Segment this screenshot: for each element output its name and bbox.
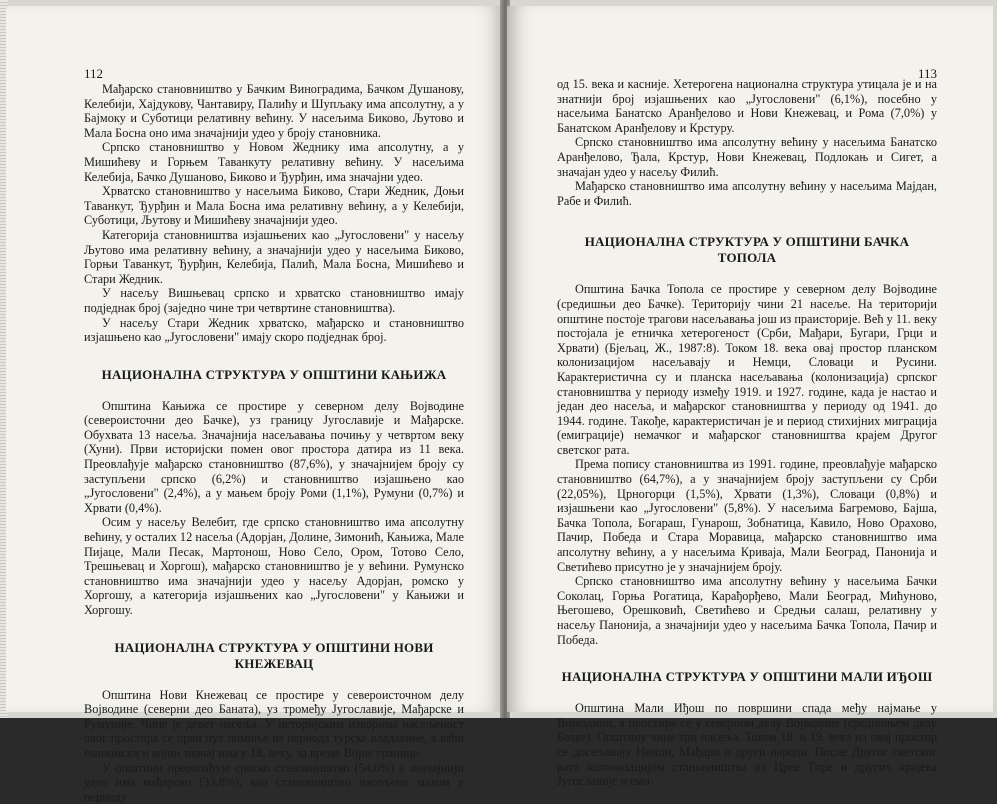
- right-page: [507, 6, 993, 789]
- section-heading: НАЦИОНАЛНА СТРУКТУРА У ОПШТИНИ БАЧКА ТОПОЛА: [584, 234, 910, 266]
- left-page-body: [84, 82, 464, 804]
- paragraph: од 15. века и касније. Хетерогена национална структура утицала је и на знатнији број изјашњених као „Југословени" (6,1%), посебно у насељима Банатско Аранђелово и Нови Кнежевац, и Рома (7,0%) у Банатском Аранђелову и Крстуру.: [557, 77, 937, 135]
- paragraph: Српско становништво има апсолутну већину у насељима Бачки Соколац, Горња Рогатица, Карађорђево, Мали Београд, Мићуново, Његошево, Орешковић, Светићево и Средњи салаш, релативну у насељу Панонија, а значајнији удео у насељима Бачка Топола, Пачир и Победа.: [557, 574, 937, 647]
- paragraph: Мађарско становништво у Бачким Виноградима, Бачком Душанову, Келебији, Хајдукову, Чантавиру, Палићу и Шупљаку има апсолутну, а у Бајмоку и Суботици релативну већину. У насељима Биково, Љутово и Мала Босна оно има значајнији удео у броју становника.: [84, 82, 464, 140]
- section-heading: НАЦИОНАЛНА СТРУКТУРА У ОПШТИНИ НОВИ КНЕЖЕВАЦ: [114, 639, 434, 671]
- right-page-body: [557, 77, 937, 789]
- page-number: 113: [917, 66, 937, 81]
- paragraph: Општина Нови Кнежевац се простире у североисточном делу Војводине (северни део Баната), уз тромеђу Југославије, Мађарске и Румуније. Чине је девет насеља. У историјским изворима насељеност овог простора се први пут помиње из периода турске владавине, а већи економски и војни значај има у 18. веку, за време Војне границе.: [84, 687, 464, 760]
- left-page: [6, 6, 504, 804]
- paragraph: Према попису становништва из 1991. године, преовлађује мађарско становништво (64,7%), а у значајнијем броју заступљени су Срби (22,05%), Црногорци (1,5%), Хрвати (1,3%), Словаци (0,8%) и изјашњени као „Југословени" (5,8%). У насељима Багремово, Бајша, Бачка Топола, Богараш, Гунарош, Зобнатица, Кавило, Ново Орахово, Пачир, Победа и Стара Моравица, мађарско становништво има апсолутну већину, а у насељима Криваја, Мали Београд, Панонија и Светићево присутно је у значајнијем броју.: [557, 457, 937, 574]
- paragraph: Општина Кањижа се простире у северном делу Војводине (североисточни део Бачке), уз границу Југославије и Мађарске. Обухвата 13 насеља. Значајнија насељавања почињу у четвртом веку (Хуни). Први историјски помен овог простора датира из 11 века. Преовлађује мађарско становништво (87,6%), у значајнијем броју су заступљени српско (6,2%) и становништво изјашњено као „Југословени" (2,4%), а у мањем броју Роми (1,1%), Румуни (0,7%) и Хрвати (0,4%).: [84, 398, 464, 515]
- page-number: 112: [84, 66, 104, 81]
- section-heading: НАЦИОНАЛНА СТРУКТУРА У ОПШТИНИ МАЛИ ИЂОШ: [561, 669, 933, 685]
- paragraph: У општини преовлађује српско становништво (54,0%) а значајнији удео има мађарско (33,8%), као становништво насељено махом у периоду: [84, 760, 464, 804]
- paragraph: У насељу Вишњевац српско и хрватско становништво имају подједнак број (заједно чине три четвртине становништва).: [84, 286, 464, 315]
- paragraph: Хрватско становништво у насељима Биково, Стари Жедник, Доњи Таванкут, Ђурђин и Мала Босна има релативну већину, а у Келебији, Суботици, Љутову и Мишићеву значајнији удео.: [84, 184, 464, 228]
- paragraph: Општина Мали Иђош по површини спада међу најмање у Војводини, а простире се у северном делу Војводине (средишњем делу Бачке). Општину чине три насеља. Током 18. и 19. века на овај простор се досељавају Немци, Мађари и други народи. После Другог светског рата колонизацијом становништва из Црне Горе и других крајева Југославије и еми-: [557, 701, 937, 789]
- paragraph: Српско становништво има апсолутну већину у насељима Банатско Аранђелово, Ђала, Крстур, Нови Кнежевац, Подлокањ и Сигет, а значајан удео у насељу Филић.: [557, 135, 937, 179]
- paragraph: Категорија становништва изјашњених као „Југословени" у насељу Љутово има релативну већину, а значајнији удео у насељима Биково, Горњи Таванкут, Ђурђин, Келебија, Палић, Мала Босна, Мишићево и Стари Жедник.: [84, 227, 464, 286]
- paragraph: Осим у насељу Велебит, где српско становништво има апсолутну већину, у осталих 12 насеља (Адорјан, Долине, Зимонић, Кањижа, Мале Пијаце, Мали Песак, Мартонош, Ново Село, Ором, Тотово Село, Трешњевац и Хоргош), мађарско становништво је у већини. Румунско становништво има значајнији удео у насељу Адорјан, ромско у Хоргошу, а категорија изјашњених као „Југословени" у Кањижи и Хоргошу.: [84, 515, 464, 617]
- paragraph: Мађарско становништво има апсолутну већину у насељима Мајдан, Рабе и Филић.: [557, 179, 937, 208]
- section-heading: НАЦИОНАЛНА СТРУКТУРА У ОПШТИНИ КАЊИЖА: [101, 366, 447, 382]
- paragraph: Општина Бачка Топола се простире у северном делу Војводине (средишњи део Бачке). Територију чини 21 насеље. На територији општине постоје трагови насељавања још из праисторије. Већ у 11. веку постојала је етничка хетерогеност (Срби, Мађари, Бугари, Грци и Хрвати) (Бјељац, Ж., 1987:8). Током 18. века овај простор планском колонизацијом насељавају и Немци, Словаци и Русини. Карактеристична су и планска насељавања (колонизација) српског становништва у периоду између 1919. и 1927. године, када је настао и један део насеља, и мађарског становништва у периоду од 1941. до 1944. године. Такође, карактеристичан је и период стихијних миграција (емиграције) немачког и мађарског становништва крајем Другог светског рата.: [557, 282, 937, 457]
- paragraph: Српско становништво у Новом Жеднику има апсолутну, а у Мишићеву и Горњем Таванкуту релативну већину. У насељима Келебија, Бачко Душаново, Биково и Ђурђин, има значајни удео.: [84, 140, 464, 184]
- paragraph: У насељу Стари Жедник хрватско, мађарско и становништво изјашњено као „Југословени" имају скоро подједнак број.: [84, 315, 464, 345]
